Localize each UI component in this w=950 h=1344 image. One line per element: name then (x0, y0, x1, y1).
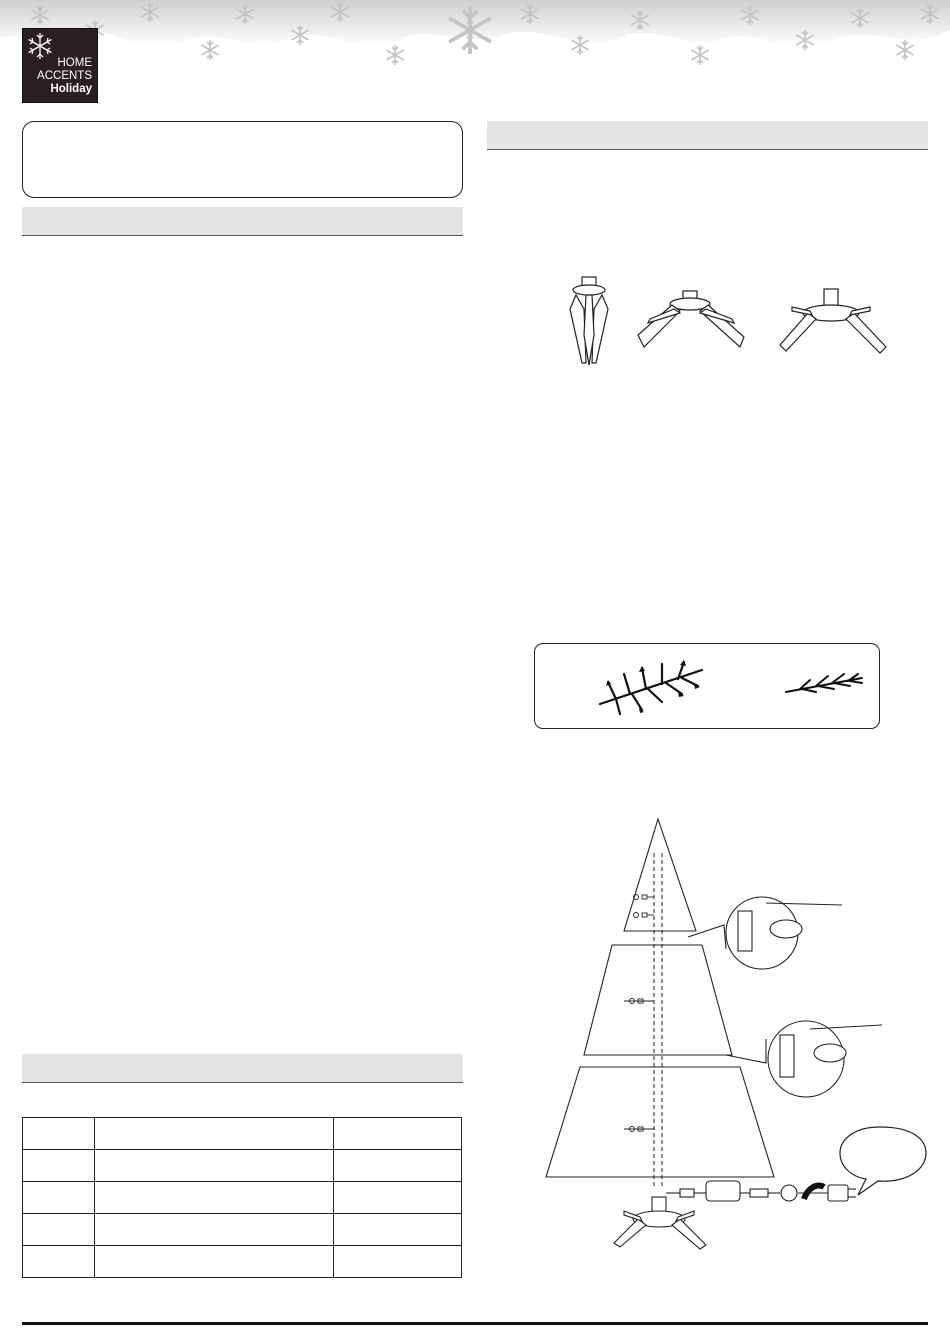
brand-logo (22, 28, 98, 103)
section-header-bar (22, 207, 463, 236)
warning-box (22, 121, 463, 198)
footer-rule (22, 1322, 928, 1325)
table-row (23, 1214, 462, 1246)
snowflake-icon (25, 31, 55, 61)
snowflake-banner (0, 0, 950, 80)
table-row (23, 1182, 462, 1214)
branch-illustration (596, 656, 876, 718)
table-row (23, 1118, 462, 1150)
logo-line-accents: ACCENTS (37, 70, 92, 82)
table-row (23, 1246, 462, 1278)
logo-line-holiday: Holiday (50, 83, 92, 95)
speech-bubble-icon (840, 1127, 926, 1195)
right-section-header-bar (487, 121, 928, 150)
stand-illustrations (540, 275, 920, 370)
tree-assembly-diagram (540, 815, 935, 1255)
logo-line-home: HOME (57, 57, 92, 69)
parts-table (22, 1117, 462, 1278)
parts-section-header-bar (22, 1054, 463, 1083)
table-row (23, 1150, 462, 1182)
